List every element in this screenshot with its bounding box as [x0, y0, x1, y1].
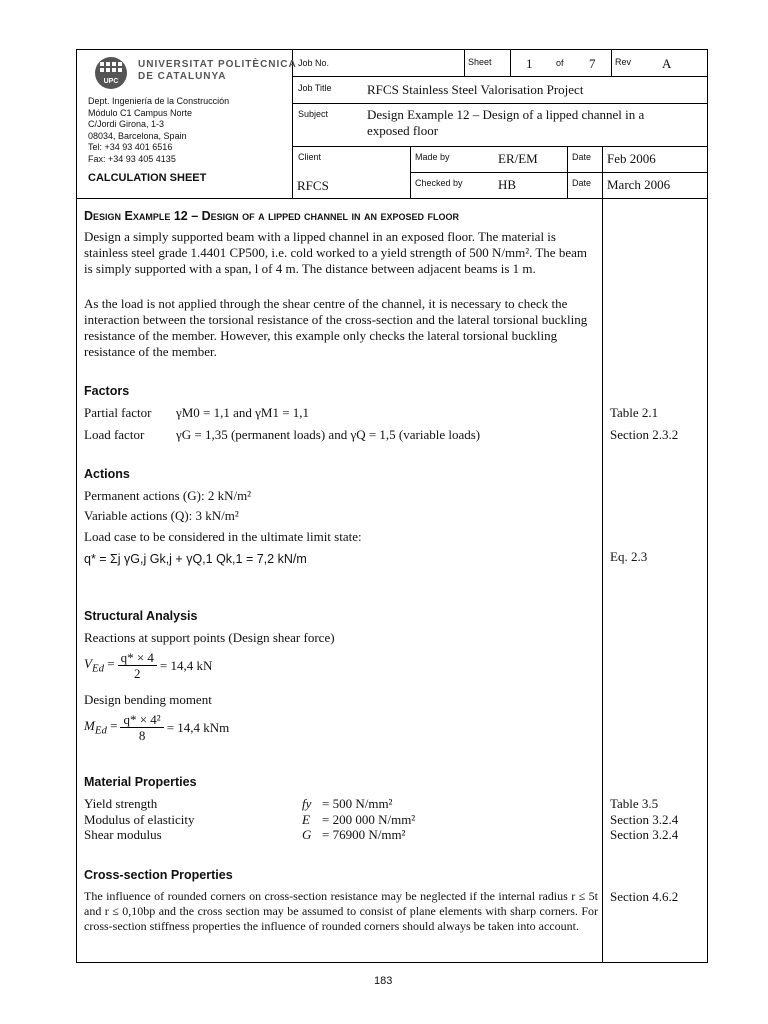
calculation-sheet-label: CALCULATION SHEET — [88, 172, 207, 184]
subject-label: Subject — [298, 109, 329, 119]
date-label: Date — [572, 178, 592, 188]
university-line2: DE CATALUNYA — [138, 71, 227, 82]
client-label: Client — [298, 152, 322, 162]
med-denominator: 8 — [138, 728, 146, 743]
of-label: of — [556, 58, 564, 68]
shear-value: = 76900 N/mm² — [322, 827, 406, 842]
sheet-total: 7 — [589, 56, 596, 71]
subject-line1: Design Example 12 – Design of a lipped channel in a — [367, 107, 645, 122]
partial-factor-label: Partial factor — [84, 405, 152, 420]
moment-text: Design bending moment — [84, 692, 212, 707]
load-factor-expression: γG = 1,35 (permanent loads) and γQ = 1,5 (variable loads) — [176, 427, 481, 442]
dept-line: Módulo C1 Campus Norte — [88, 107, 193, 118]
shear-symbol: G — [302, 827, 312, 842]
actions-heading: Actions — [84, 467, 130, 481]
intro-paragraph-2: As the load is not applied through the shear centre of the channel, it is necessary to check the interaction between the torsional resistance of the cross-section and the lateral torsional buckling resistance of the member. However, this example only checks the lateral torsional buckling resistance of the member. — [84, 296, 588, 359]
made-by-label: Made by — [415, 152, 450, 162]
header-row-line — [410, 172, 708, 173]
header-cell-line — [611, 49, 612, 76]
ved-equation — [84, 650, 212, 681]
yield-symbol: fy — [302, 796, 312, 811]
load-equation: q* = Σj γG,j Gk,j + γQ,1 Qk,1 = 7,2 kN/m — [84, 552, 307, 566]
dept-line: Fax: +34 93 405 4135 — [88, 153, 176, 164]
date-made: Feb 2006 — [607, 151, 656, 166]
ref-table-3-5: Table 3.5 — [610, 796, 659, 811]
sheet-number: 1 — [526, 56, 533, 71]
factors-heading: Factors — [84, 384, 130, 398]
ved-result: = 14,4 kN — [159, 657, 213, 673]
structural-analysis-heading: Structural Analysis — [84, 609, 198, 623]
ref-section-3-2-4: Section 3.2.4 — [610, 827, 679, 842]
job-no-label: Job No. — [298, 58, 330, 68]
dept-line: C/Jordi Girona, 1-3 — [88, 119, 165, 129]
header-cell-line — [602, 146, 603, 198]
yield-value: = 500 N/mm² — [322, 796, 393, 811]
load-case-text: Load case to be considered in the ultimate limit state: — [84, 529, 362, 544]
university-line1: UNIVERSITAT POLITÈCNICA — [138, 59, 297, 70]
material-properties-heading: Material Properties — [84, 775, 197, 789]
dept-address — [88, 96, 229, 165]
page-number: 183 — [374, 975, 393, 987]
sheet-label: Sheet — [468, 57, 492, 67]
yield-strength-label: Yield strength — [84, 796, 158, 811]
ved-numerator: q* × 4 — [118, 650, 157, 666]
header-bottom-line — [76, 198, 708, 199]
ved-fraction — [118, 650, 157, 681]
med-equation — [84, 712, 229, 743]
university-name — [138, 59, 297, 83]
header-cell-line — [410, 146, 411, 198]
cross-section-text: The influence of rounded corners on cross-section resistance may be neglected if the internal radius r ≤ 5t and r ≤ 0,10bp and the cross section may be assumed to consist of plane elements with sharp corners. For cross-section stiffness properties the influence of rounded corners should always be taken into account. — [84, 889, 598, 933]
variable-actions: Variable actions (Q): 3 kN/m² — [84, 508, 239, 523]
permanent-actions: Permanent actions (G): 2 kN/m² — [84, 488, 252, 503]
ref-section-4-6-2: Section 4.6.2 — [610, 889, 679, 904]
ref-table-2-1: Table 2.1 — [610, 405, 659, 420]
ved-symbol: $V_{Ed}$ = — [84, 656, 115, 675]
ved-denominator: 2 — [134, 666, 141, 681]
partial-factor-expression: γM0 = 1,1 and γM1 = 1,1 — [176, 405, 310, 420]
med-numerator: q* × 4² — [120, 712, 163, 728]
upc-logo — [95, 57, 127, 89]
header-row-line — [292, 146, 708, 147]
checked-by-label: Checked by — [415, 178, 463, 188]
job-title: RFCS Stainless Steel Valorisation Project — [367, 82, 584, 97]
cross-section-heading: Cross-section Properties — [84, 868, 233, 882]
logo-text: UPC — [103, 78, 119, 85]
client-value: RFCS — [297, 178, 329, 193]
modulus-value: = 200 000 N/mm² — [322, 812, 416, 827]
dept-line: Dept. Ingeniería de la Construcción — [88, 96, 230, 106]
load-factor-label: Load factor — [84, 427, 145, 442]
checked-by-value: HB — [498, 177, 517, 192]
ref-section-2-3-2: Section 2.3.2 — [610, 427, 679, 442]
dept-line: 08034, Barcelona, Spain — [88, 130, 187, 141]
modulus-label: Modulus of elasticity — [84, 812, 195, 827]
header-row-line — [292, 103, 708, 104]
ref-section-3-2-4: Section 3.2.4 — [610, 812, 679, 827]
ref-eq-2-3: Eq. 2.3 — [610, 549, 648, 564]
med-fraction — [120, 712, 163, 743]
job-title-label: Job Title — [298, 83, 332, 93]
subject-line2: exposed floor — [367, 123, 439, 138]
shear-modulus-label: Shear modulus — [84, 827, 162, 842]
med-symbol: $M_{Ed}$ = — [84, 718, 118, 737]
header-cell-line — [510, 49, 511, 76]
rev-value: A — [662, 56, 672, 71]
rev-label: Rev — [615, 57, 632, 67]
modulus-symbol: E — [302, 812, 310, 827]
header-cell-line — [464, 49, 465, 76]
reactions-text: Reactions at support points (Design shear force) — [84, 630, 335, 645]
header-cell-line — [567, 146, 568, 198]
example-title: Design Example 12 – Design of a lipped channel in an exposed floor — [84, 209, 459, 223]
header-row-line — [292, 76, 708, 77]
date-checked: March 2006 — [607, 177, 671, 192]
intro-paragraph-1: Design a simply supported beam with a lipped channel in an exposed floor. The material is stainless steel grade 1.4401 CP500, i.e. cold worked to a yield strength of 500 N/mm². The beam is simply supported with a span, l of 4 m. The distance between adjacent beams is 1 m. — [84, 229, 587, 276]
made-by-value: ER/EM — [498, 151, 538, 166]
med-result: = 14,4 kNm — [166, 719, 230, 735]
dept-line: Tel: +34 93 401 6516 — [88, 142, 173, 152]
date-label: Date — [572, 152, 592, 162]
reference-column-line — [602, 198, 603, 963]
